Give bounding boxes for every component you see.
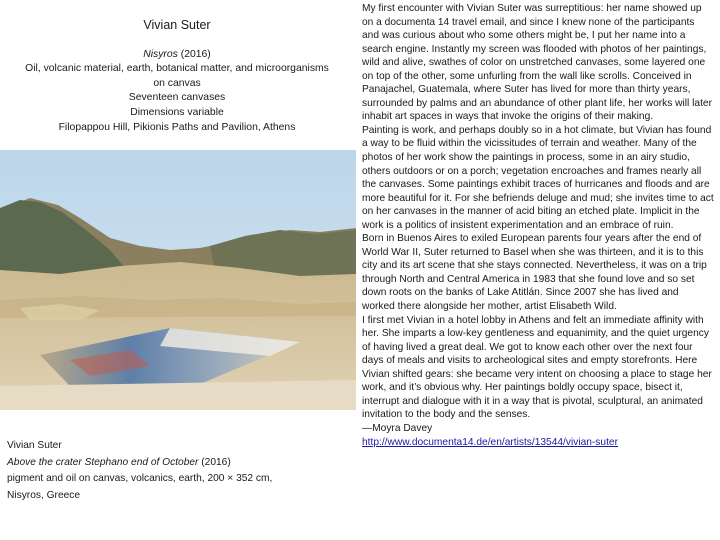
essay-paragraph: My first encounter with Vivian Suter was surreptitious: her name showed up on a documenta 14 travel email, and since I knew none of the participants and was curious about who some others might be, I put her name into a search engine. Instantly my screen was flooded with photos of her paintings, wild and alive, swathes of color on unstretched canvases, some layered one on top of the other, some unfurling from the wall like scrolls. Conceived in Panajachel, Guatemala, where Suter has lived for more than thirty years, surrounded by palms and an abundance of other plant life, her works will later inhabit art spaces in ways that invoke the origins of their making.	[362, 3, 712, 123]
crater-photo	[0, 150, 356, 410]
work-count: Seventeen canvases	[128, 92, 226, 104]
crater-landscape-image	[0, 150, 356, 410]
credit-work-year: (2016)	[198, 456, 231, 468]
credit-title-line	[7, 455, 327, 472]
source-link[interactable]: http://www.documenta14.de/en/artists/13544/vivian-suter	[362, 436, 618, 448]
work-title-line	[20, 48, 334, 63]
essay-link-line	[362, 436, 714, 450]
work-title: Nisyros	[143, 48, 178, 60]
work-materials: Oil, volcanic material, earth, botanical matter, and microorganisms on canvas	[25, 63, 329, 89]
work-caption	[20, 18, 334, 135]
essay-paragraph: Born in Buenos Aires to exiled European parents four years after the end of World War II, Suter returned to Basel when she was thirteen, and it is to this city and its art scene that she stays connected. Nevertheless, it was on a trip through North and Central America in 1983 that she found love and so set down roots on the banks of Lake Atitlán. Since 2007 she has lived and worked there alongside her mother, artist Elisabeth Wild.	[362, 233, 707, 313]
essay-paragraph: I first met Vivian in a hotel lobby in Athens and felt an immediate affinity with her. She imparts a low-key gentleness and equanimity, and the quiet urgency of having lived a great deal. We got to know each other over the next four days of meals and visits to archeological sites and empty storefronts. Here Vivian shifted gears: she became very intent on choosing a place to stage her work, and it’s obvious why. Her paintings boldly occupy space, bisect it, interrupt and dialogue with it in a way that is pivotal, sculptural, an animated invitation to the body and the senses.	[362, 314, 712, 421]
credit-artist: Vivian Suter	[7, 440, 62, 451]
essay-signature: —Moyra Davey	[362, 422, 433, 434]
essay-text	[362, 2, 714, 449]
credit-materials: pigment and oil on canvas, volcanics, earth, 200 × 352 cm,	[7, 473, 273, 484]
work-dimensions: Dimensions variable	[130, 106, 224, 118]
work-year: (2016)	[177, 48, 211, 60]
credit-work-title: Above the crater Stephano end of October	[7, 456, 199, 468]
credit-location: Nisyros, Greece	[7, 489, 81, 501]
photo-credit	[7, 438, 327, 504]
essay-paragraph: Painting is work, and perhaps doubly so in a hot climate, but Vivian has found a way to be fluid within the vicissitudes of terrain and weather. Many of the photos of her work show the paintings in process, some in an airy studio, others outdoors or on a porch; vegetation encroaches and frames nearly all the canvases. Some paintings exhibit traces of hurricanes and floods and are more beautiful for it. For she befriends deluge and mud; she invites time to act on her canvases in the manner of acid biting an etched plate. Implicit in the work is a politics of insistent experimentation and an embrace of ruin.	[362, 124, 714, 231]
work-venue: Filopappou Hill, Pikionis Paths and Pavilion, Athens	[58, 121, 296, 133]
artist-title: Vivian Suter	[143, 18, 211, 32]
